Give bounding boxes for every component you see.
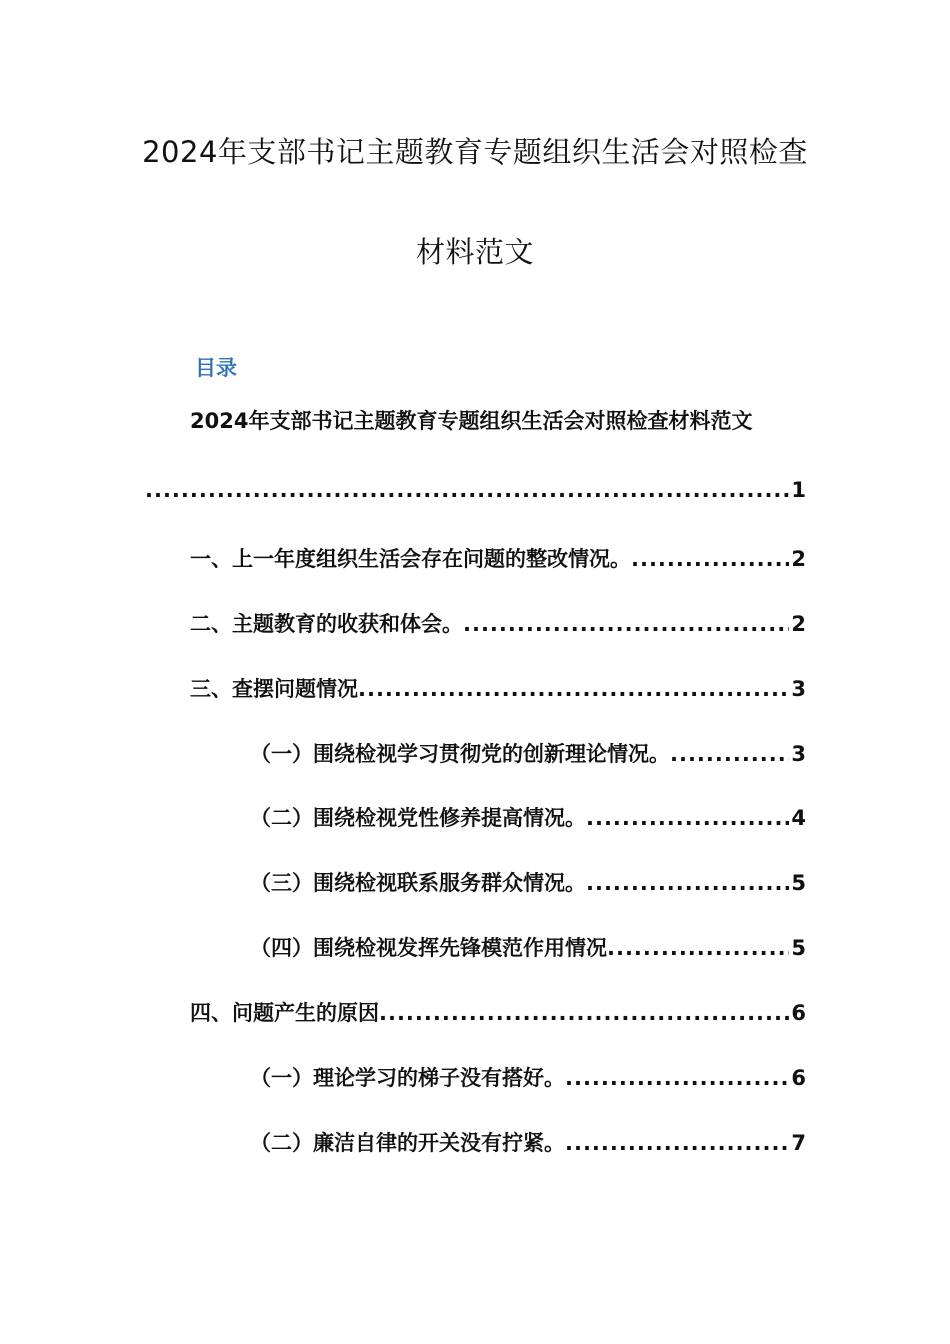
- toc-page-number: 3: [791, 677, 806, 701]
- dot-leader: [358, 677, 789, 701]
- document-title-line-1: 2024年支部书记主题教育专题组织生活会对照检查: [142, 135, 808, 169]
- toc-page-number: 5: [791, 936, 806, 960]
- toc-page-number: 7: [791, 1131, 806, 1155]
- toc-entry-label: 二、主题教育的收获和体会。: [190, 612, 463, 636]
- toc-entry[interactable]: [250, 932, 806, 962]
- toc-entry[interactable]: [190, 608, 806, 638]
- dot-leader: [565, 1131, 789, 1155]
- toc-heading: 目录: [195, 356, 237, 380]
- toc-entry-label: 三、查摆问题情况: [190, 677, 358, 701]
- toc-entry-label: （四）围绕检视发挥先锋模范作用情况: [250, 936, 607, 960]
- toc-entry[interactable]: [250, 802, 806, 832]
- dot-leader: [670, 742, 789, 766]
- toc-entry[interactable]: [250, 1062, 806, 1092]
- toc-entry-label: 一、上一年度组织生活会存在问题的整改情况。: [190, 547, 631, 571]
- toc-entry-title-leader[interactable]: [145, 478, 806, 502]
- toc-entry-title[interactable]: [190, 405, 806, 435]
- dot-leader: [631, 547, 789, 571]
- toc-page-number: 6: [791, 1066, 806, 1090]
- toc-page-number: 6: [791, 1001, 806, 1025]
- toc-entry[interactable]: [250, 1127, 806, 1157]
- dot-leader: [379, 1001, 789, 1025]
- toc-page-number: 2: [791, 547, 806, 571]
- toc-entry-label: 四、问题产生的原因: [190, 1001, 379, 1025]
- dot-leader: [586, 871, 789, 895]
- dot-leader: [607, 936, 789, 960]
- dot-leader: [565, 1066, 789, 1090]
- toc-page-number: 4: [791, 806, 806, 830]
- document-title-line-2: 材料范文: [415, 235, 534, 269]
- dot-leader: [463, 612, 789, 636]
- toc-entry[interactable]: [250, 738, 806, 768]
- dot-leader: [586, 806, 789, 830]
- toc-page-number: 5: [791, 871, 806, 895]
- toc-entry-label: （二）廉洁自律的开关没有拧紧。: [250, 1131, 565, 1155]
- toc-entry[interactable]: [190, 543, 806, 573]
- dot-leader: [145, 478, 789, 502]
- toc-page-number: 3: [791, 742, 806, 766]
- toc-entry-label: （三）围绕检视联系服务群众情况。: [250, 871, 586, 895]
- toc-entry-label: 2024年支部书记主题教育专题组织生活会对照检查材料范文: [190, 409, 753, 433]
- toc-page-number: 2: [791, 612, 806, 636]
- toc-entry-label: （一）围绕检视学习贯彻党的创新理论情况。: [250, 742, 670, 766]
- toc-entry[interactable]: [190, 997, 806, 1027]
- toc-entry-label: （二）围绕检视党性修养提高情况。: [250, 806, 586, 830]
- toc-entry[interactable]: [250, 867, 806, 897]
- toc-entry[interactable]: [190, 673, 806, 703]
- toc-entry-label: （一）理论学习的梯子没有搭好。: [250, 1066, 565, 1090]
- toc-page-number: 1: [791, 478, 806, 502]
